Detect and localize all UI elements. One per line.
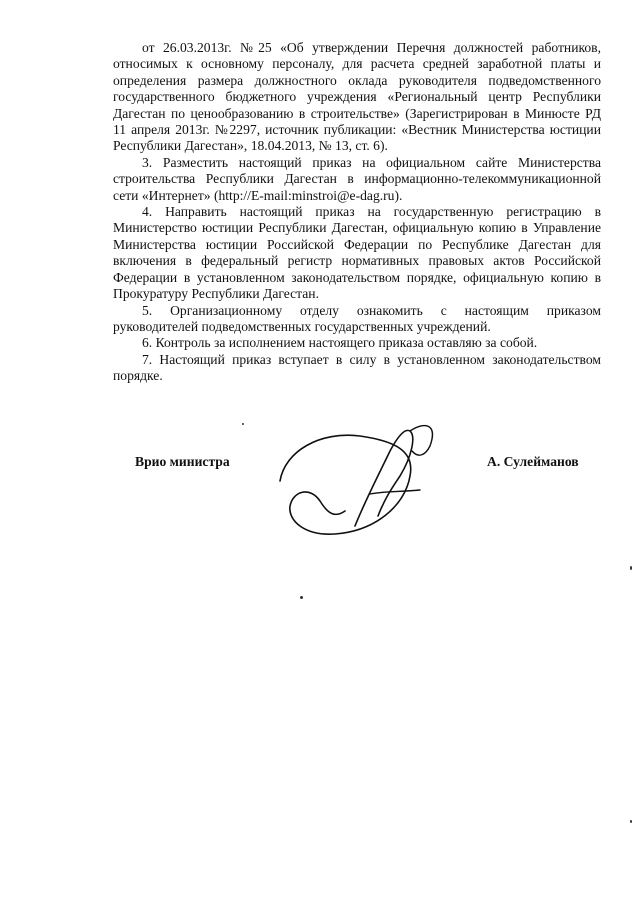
signature-block [0, 446, 639, 536]
scan-speck [630, 820, 632, 823]
scan-speck [300, 596, 303, 599]
paragraph-item-6: 6. Контроль за исполнением настоящего приказа оставляю за собой. [142, 335, 538, 351]
document-body [113, 40, 601, 385]
paragraph-item-4: 4. Направить настоящий приказ на государственную регистрацию в Министерство юстиции Республики Дагестан, официальную копию в Управление Министерства юстиции Российской Федерации по Республике Дагестан для включения в федеральный регистр нормативных правовых актов Российской Федерации в установленном законодательством порядке, официальную копию в Прокуратуру Республики Дагестан. [113, 204, 601, 302]
signatory-title: Врио министра [135, 454, 230, 469]
handwritten-signature [260, 406, 450, 546]
paragraph-continuation: от 26.03.2013г. №25 «Об утверждении Перечня должностей работников, относимых к основному персоналу, для расчета средней заработной платы и определения размера должностного оклада руководителя подведомственного государственного бюджетного учреждения «Региональный центр Республики Дагестан по ценообразованию в строительстве» (Зарегистрирован в Минюсте РД 11 апреля 2013г. №2297, источник публикации: «Вестник Министерства юстиции Республики Дагестан», 18.04.2013, № 13, ст. 6). [113, 40, 601, 154]
scan-speck [242, 423, 244, 425]
paragraph-item-3: 3. Разместить настоящий приказ на официальном сайте Министерства строительства Республики Дагестан в информационно-телекоммуникационной сети «Интернет» (http://E-mail:minstroi@e-dag.ru). [113, 154, 601, 203]
paragraph-item-5: 5. Организационному отделу ознакомить с настоящим приказом руководителей подведомственных государственных учреждений. [113, 302, 601, 334]
paragraph-item-7: 7. Настоящий приказ вступает в силу в установленном законодательством порядке. [113, 351, 601, 384]
signatory-name: А. Сулейманов [487, 454, 579, 469]
scan-speck [630, 566, 632, 570]
